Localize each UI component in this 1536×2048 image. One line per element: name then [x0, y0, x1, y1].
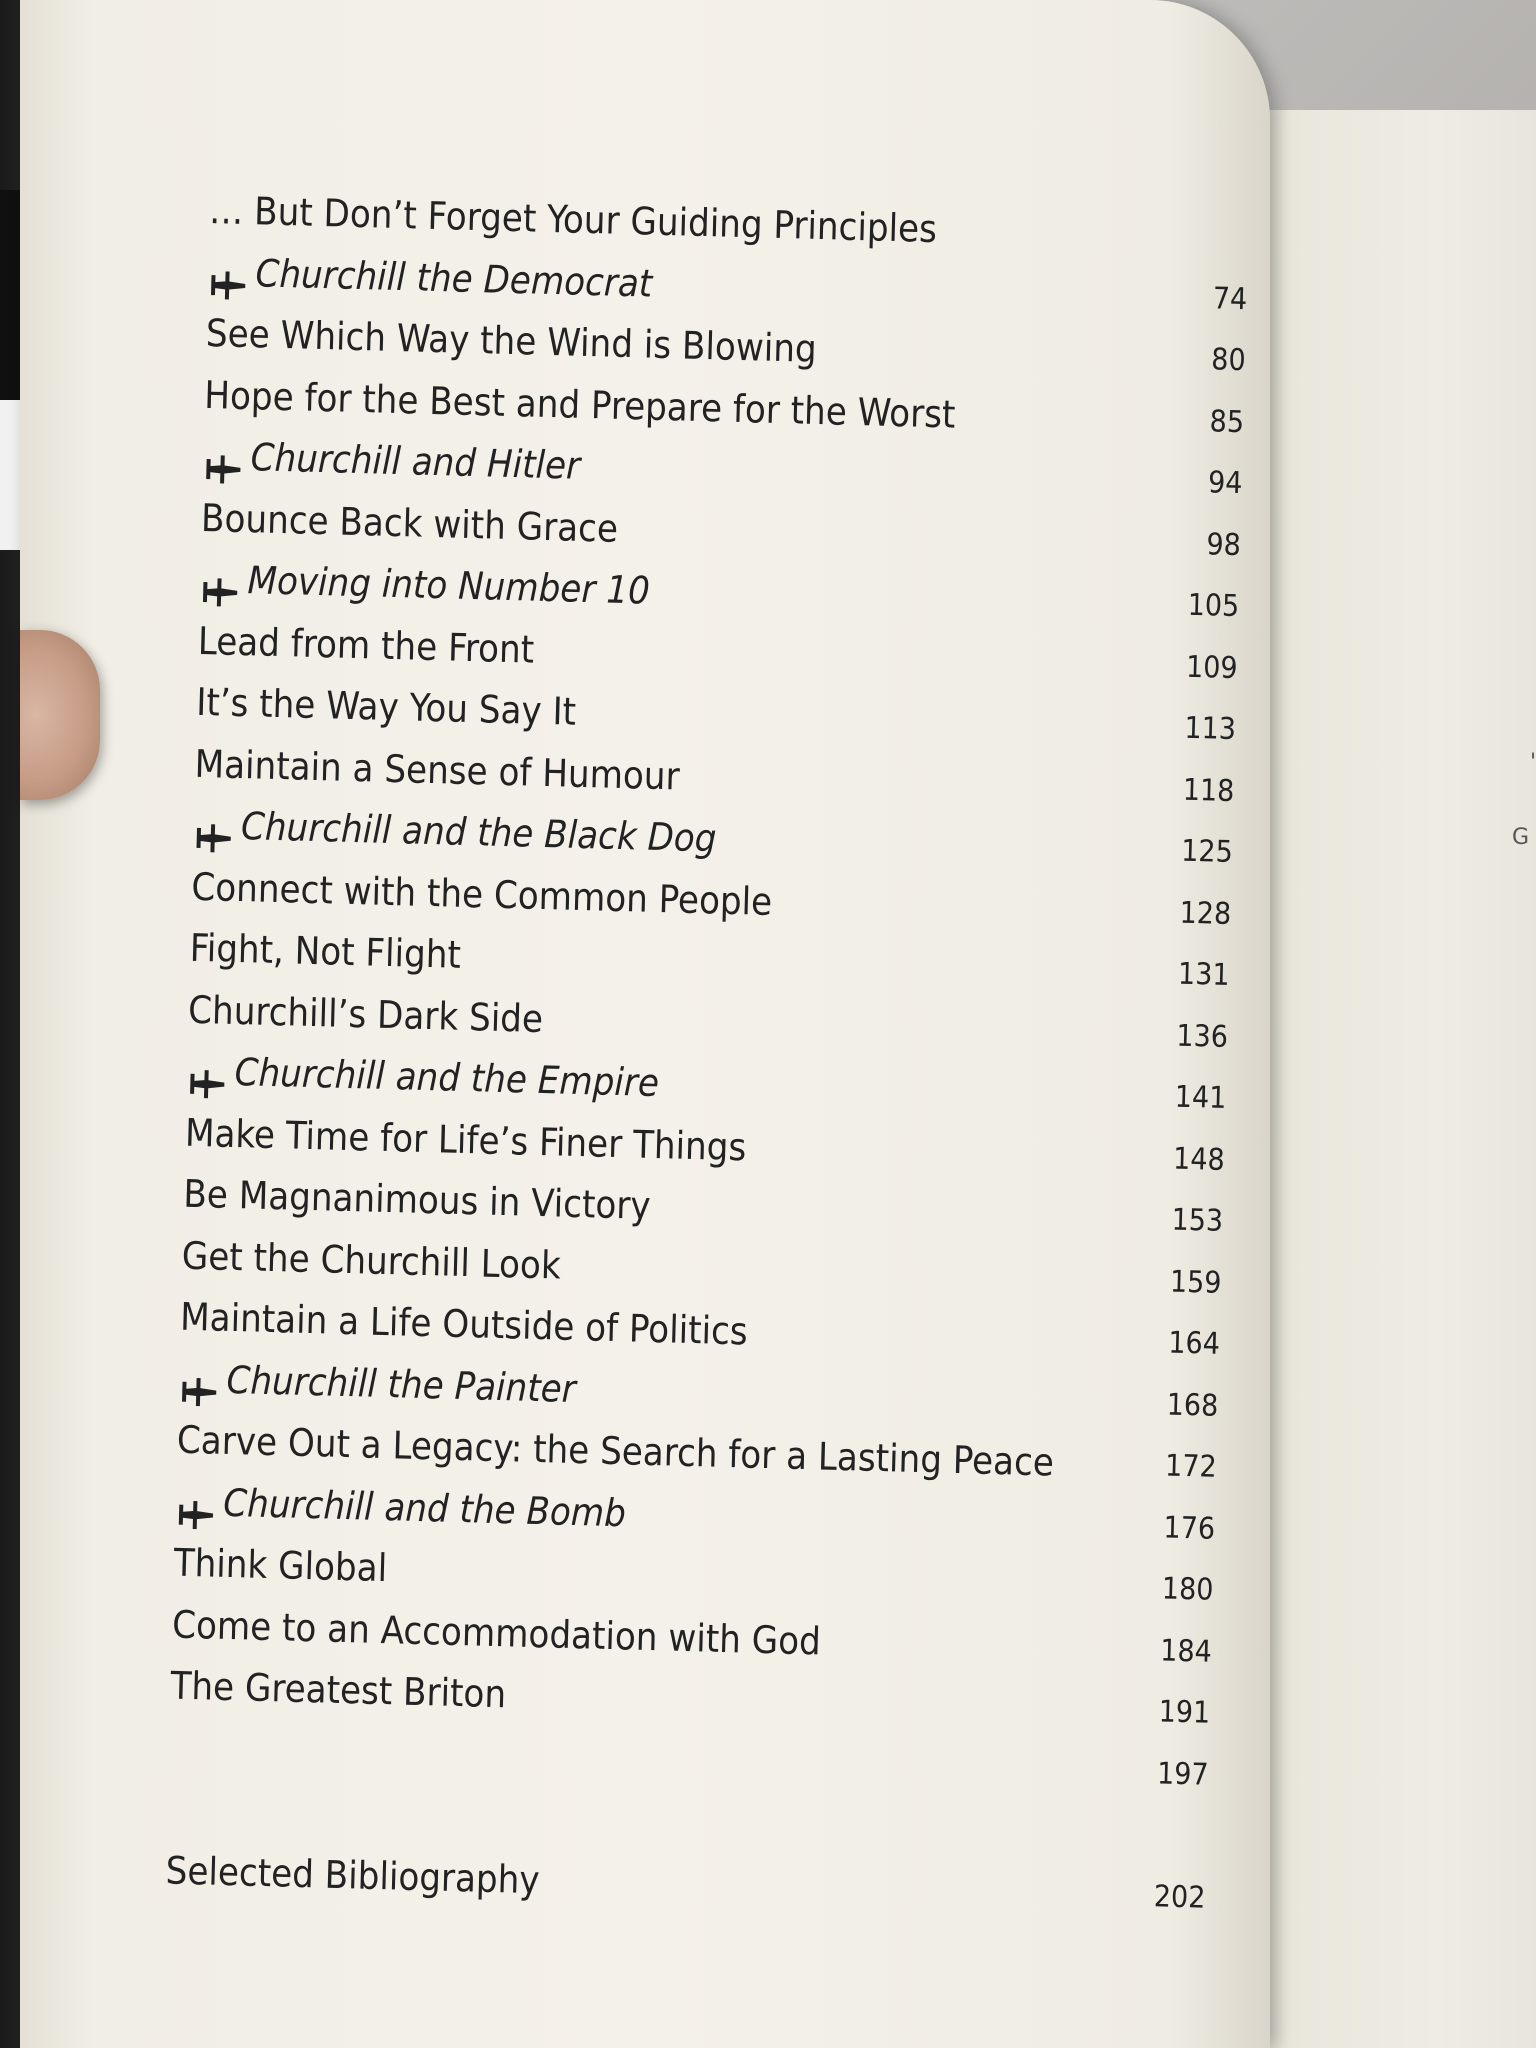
plane-icon — [199, 565, 240, 598]
toc-entry-page: 191 — [1158, 1694, 1211, 1731]
toc-entry-page: 148 — [1172, 1141, 1226, 1178]
toc-entry-title: See Which Way the Wind is Blowing — [205, 310, 818, 371]
toc-entry-title: Maintain a Sense of Humour — [194, 741, 681, 798]
toc-entry-page: 184 — [1159, 1632, 1213, 1670]
holding-thumb — [20, 630, 100, 800]
table-of-contents — [165, 180, 1250, 1929]
toc-entry-page: 172 — [1164, 1448, 1218, 1485]
plane-icon — [186, 1057, 227, 1090]
toc-entry-page: 136 — [1175, 1018, 1229, 1055]
toc-entry-page: 197 — [1156, 1755, 1210, 1793]
plane-icon — [178, 1364, 219, 1397]
toc-entry-title: Churchill and Hitler — [250, 435, 581, 488]
toc-entry-page: 85 — [1209, 403, 1245, 440]
toc-entry — [165, 1840, 1206, 1929]
toc-entry-title: Hope for the Best and Prepare for the Worst — [203, 372, 956, 437]
toc-entry-page: 125 — [1180, 833, 1234, 870]
right-page-mark-2: G — [1512, 825, 1530, 850]
toc-entry-page: 153 — [1171, 1202, 1224, 1239]
toc-entry-title: Churchill and the Empire — [234, 1049, 660, 1106]
toc-entry-page: 118 — [1182, 772, 1235, 809]
toc-entry-title: Selected Bibliography — [165, 1848, 541, 1903]
toc-entry-title: Bounce Back with Grace — [200, 495, 619, 551]
right-page — [1240, 110, 1536, 2048]
toc-entry-page — [1190, 206, 1250, 208]
toc-entry-title: Lead from the Front — [197, 618, 535, 672]
toc-entry-page: 74 — [1212, 280, 1248, 317]
toc-entry-title: … But Don’t Forget Your Guiding Principles — [208, 187, 938, 252]
plane-icon — [202, 442, 243, 475]
toc-entry-title: Make Time for Life’s Finer Things — [184, 1110, 747, 1169]
toc-entry-page: 113 — [1184, 710, 1237, 748]
toc-entry-page: 109 — [1185, 649, 1239, 686]
toc-entry-title: Maintain a Life Outside of Politics — [179, 1294, 749, 1354]
toc-entry-page: 164 — [1167, 1325, 1221, 1362]
toc-entry-page: 202 — [1153, 1879, 1206, 1916]
toc-entry-title: Churchill the Democrat — [255, 250, 653, 306]
toc-entry-page: 98 — [1206, 526, 1242, 563]
toc-entry-page: 180 — [1161, 1571, 1214, 1608]
plane-icon — [193, 811, 234, 844]
toc-entry-page: 131 — [1177, 956, 1230, 993]
toc-entry-title: Churchill the Painter — [226, 1357, 577, 1411]
toc-entry-page: 80 — [1210, 342, 1247, 379]
toc-entry-title: Churchill’s Dark Side — [187, 987, 544, 1041]
toc-entry-page: 159 — [1169, 1264, 1222, 1301]
toc-entry-title: Churchill and the Bomb — [222, 1480, 627, 1535]
toc-entry-title: Fight, Not Flight — [189, 925, 462, 977]
toc-entry-title: Moving into Number 10 — [246, 558, 651, 613]
left-page — [20, 0, 1270, 2048]
toc-entry-title: Carve Out a Legacy: the Search for a Lasting Peace — [176, 1417, 1055, 1485]
right-page-mark-1: ' — [1530, 750, 1536, 775]
toc-entry-title: Think Global — [173, 1540, 388, 1591]
plane-icon — [207, 257, 248, 290]
toc-entry-page: 168 — [1166, 1386, 1219, 1424]
toc-entry-page: 128 — [1179, 895, 1232, 932]
toc-entry-title: Get the Churchill Look — [181, 1233, 562, 1288]
toc-entry-page: 176 — [1163, 1509, 1216, 1547]
toc-entry-title: Churchill and the Black Dog — [240, 804, 718, 861]
plane-icon — [175, 1487, 216, 1520]
toc-entry-title: The Greatest Briton — [170, 1663, 507, 1717]
toc-entry-page: 94 — [1207, 465, 1243, 502]
toc-entry-title: Come to an Accommodation with God — [171, 1602, 822, 1663]
toc-entry-title: Be Magnanimous in Victory — [182, 1171, 652, 1228]
toc-entry-page: 141 — [1174, 1079, 1227, 1116]
toc-entry-page: 105 — [1187, 587, 1240, 625]
toc-entry-title: It’s the Way You Say It — [195, 679, 577, 734]
toc-entry-title: Connect with the Common People — [190, 864, 773, 924]
